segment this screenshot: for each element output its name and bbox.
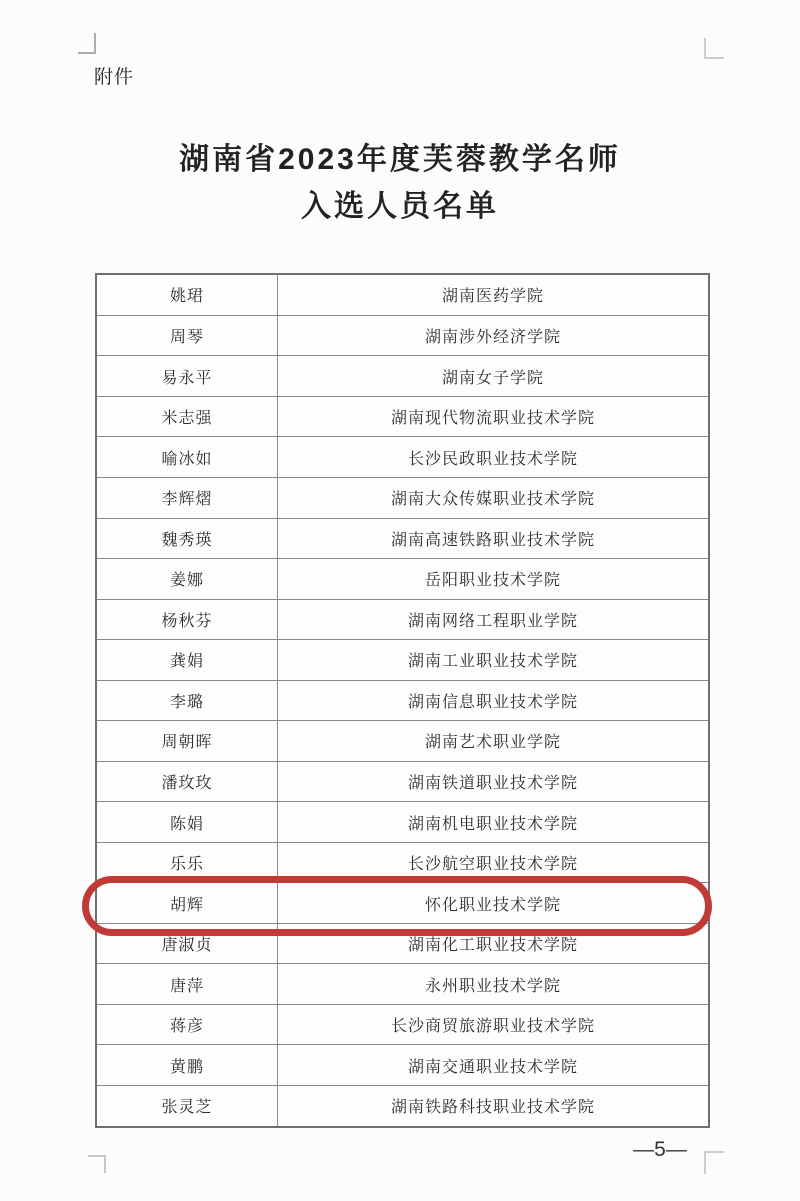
name-cell: 周琴 <box>96 315 278 356</box>
roster-table <box>95 273 710 1128</box>
name-cell: 姜娜 <box>96 559 278 600</box>
table-row <box>96 964 709 1005</box>
name-cell: 周朝晖 <box>96 721 278 762</box>
name-cell: 魏秀瑛 <box>96 518 278 559</box>
institution-cell: 永州职业技术学院 <box>278 964 710 1005</box>
name-cell: 唐淑贞 <box>96 923 278 964</box>
table-row <box>96 842 709 883</box>
institution-cell: 湖南工业职业技术学院 <box>278 640 710 681</box>
institution-cell: 长沙商贸旅游职业技术学院 <box>278 1004 710 1045</box>
table-row <box>96 923 709 964</box>
page-corner-mark-bottom-left <box>88 1155 106 1173</box>
table-row <box>96 802 709 843</box>
name-cell: 陈娟 <box>96 802 278 843</box>
table-row <box>96 396 709 437</box>
name-cell: 黄鹏 <box>96 1045 278 1086</box>
institution-cell: 湖南机电职业技术学院 <box>278 802 710 843</box>
institution-cell: 怀化职业技术学院 <box>278 883 710 924</box>
page-corner-mark-top-left <box>78 33 96 54</box>
attachment-label: 附件 <box>94 67 135 88</box>
table-row <box>96 437 709 478</box>
institution-cell: 湖南艺术职业学院 <box>278 721 710 762</box>
table-row <box>96 274 709 315</box>
name-cell: 李辉熠 <box>96 478 278 519</box>
institution-cell: 湖南网络工程职业学院 <box>278 599 710 640</box>
table-row <box>96 559 709 600</box>
name-cell: 乐乐 <box>96 842 278 883</box>
institution-cell: 湖南化工职业技术学院 <box>278 923 710 964</box>
table-row <box>96 1085 709 1127</box>
table-row <box>96 680 709 721</box>
name-cell: 潘玫玫 <box>96 761 278 802</box>
institution-cell: 湖南现代物流职业技术学院 <box>278 396 710 437</box>
name-cell: 杨秋芬 <box>96 599 278 640</box>
institution-cell: 湖南高速铁路职业技术学院 <box>278 518 710 559</box>
name-cell: 龚娟 <box>96 640 278 681</box>
document-title <box>0 136 800 230</box>
table-row <box>96 315 709 356</box>
table-row <box>96 599 709 640</box>
document-title-line1: 湖南省2023年度芙蓉教学名师 <box>179 143 621 176</box>
name-cell: 李璐 <box>96 680 278 721</box>
table-row <box>96 1045 709 1086</box>
institution-cell: 湖南女子学院 <box>278 356 710 397</box>
name-cell: 张灵芝 <box>96 1085 278 1127</box>
institution-cell: 湖南铁路科技职业技术学院 <box>278 1085 710 1127</box>
institution-cell: 湖南交通职业技术学院 <box>278 1045 710 1086</box>
institution-cell: 湖南大众传媒职业技术学院 <box>278 478 710 519</box>
institution-cell: 湖南信息职业技术学院 <box>278 680 710 721</box>
institution-cell: 岳阳职业技术学院 <box>278 559 710 600</box>
name-cell: 唐萍 <box>96 964 278 1005</box>
table-row <box>96 518 709 559</box>
institution-cell: 湖南医药学院 <box>278 274 710 315</box>
institution-cell: 长沙民政职业技术学院 <box>278 437 710 478</box>
table-row <box>96 478 709 519</box>
institution-cell: 长沙航空职业技术学院 <box>278 842 710 883</box>
name-cell: 喻冰如 <box>96 437 278 478</box>
name-cell: 蒋彦 <box>96 1004 278 1045</box>
table-row <box>96 640 709 681</box>
table-row-highlighted <box>96 883 709 924</box>
table-row <box>96 761 709 802</box>
name-cell: 胡辉 <box>96 883 278 924</box>
table-row <box>96 356 709 397</box>
institution-cell: 湖南涉外经济学院 <box>278 315 710 356</box>
page-number: —5— <box>633 1138 687 1161</box>
name-cell: 姚珺 <box>96 274 278 315</box>
table-row <box>96 1004 709 1045</box>
page-corner-mark-top-right <box>704 38 724 59</box>
table-row <box>96 721 709 762</box>
institution-cell: 湖南铁道职业技术学院 <box>278 761 710 802</box>
document-title-line2: 入选人员名单 <box>301 190 499 223</box>
name-cell: 米志强 <box>96 396 278 437</box>
name-cell: 易永平 <box>96 356 278 397</box>
